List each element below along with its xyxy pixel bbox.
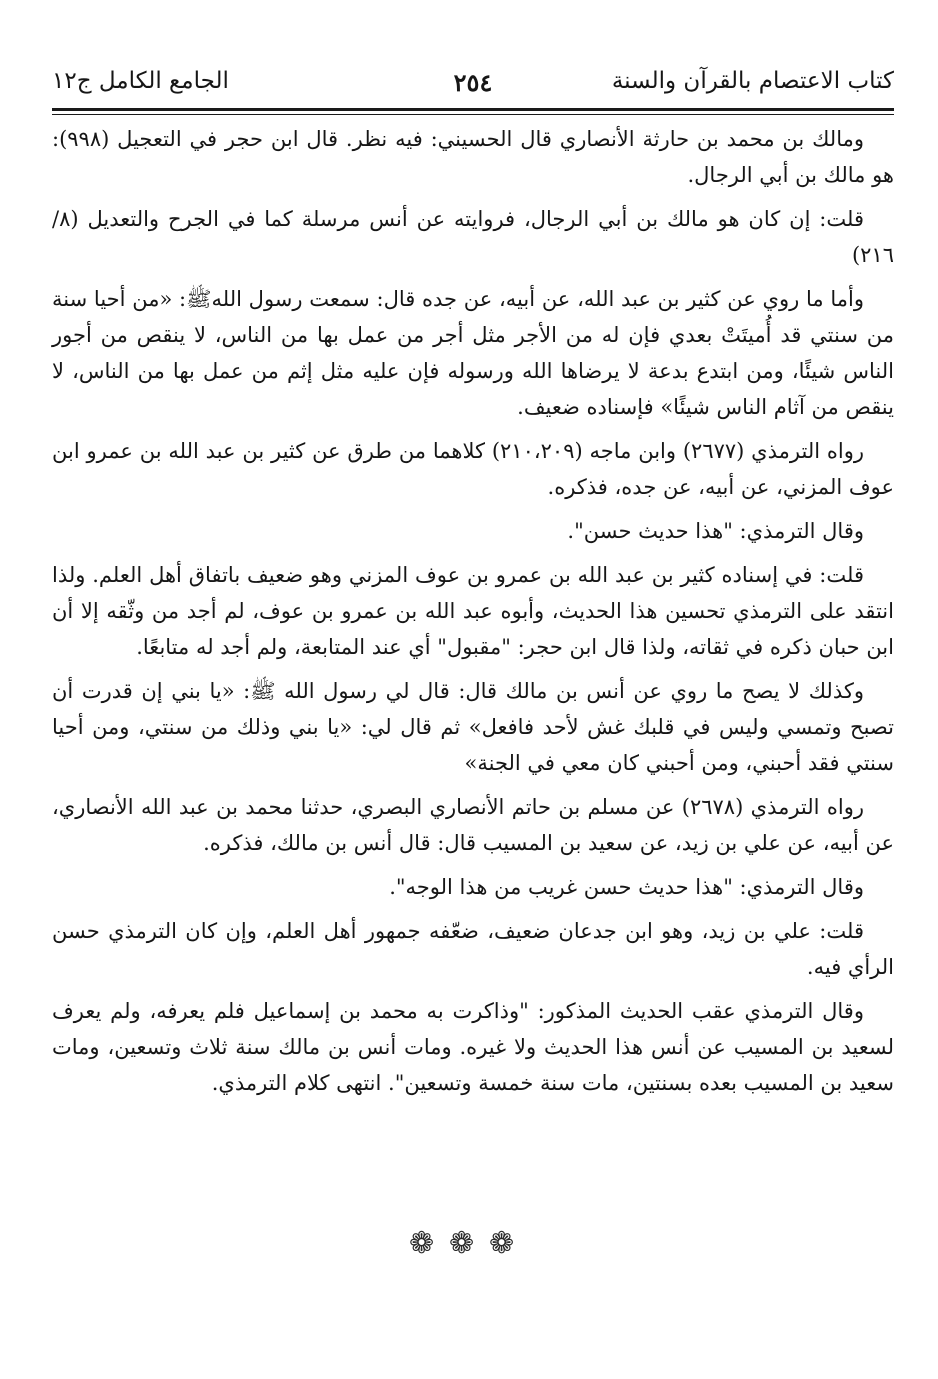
paragraph: وأما ما روي عن كثير بن عبد الله، عن أبيه، عن جده قال: سمعت رسول اللهﷺ: «من أحيا سنة من سنتي قد أُميتَتْ بعدي فإن له من الأجر مثل أجر من عمل بها من الناس، لا ينقص من أجور الناس شيئًا، ومن ابتدع بدعة لا يرضاها الله ورسوله فإن عليه مثل إثم من عمل بها من الناس، لا ينقص من آثام الناس شيئًا» فإسناده ضعيف. (52, 287, 894, 419)
volume-title: الجامع الكامل ج١٢ (52, 68, 229, 94)
paragraph: وقال الترمذي عقب الحديث المذكور: "وذاكرت به محمد بن إسماعيل فلم يعرفه، ولم يعرف لسعيد بن المسيب عن أنس هذا الحديث ولا غيره. ومات أنس بن مالك سنة ثلاث وتسعين، ومات سعيد بن المسيب بعده بسنتين، مات سنة خمسة وتسعين". انتهى كلام الترمذي. (52, 999, 894, 1095)
ornament-flower-icon: ❁ (409, 1226, 463, 1261)
paragraph: ومالك بن محمد بن حارثة الأنصاري قال الحسيني: فيه نظر. قال ابن حجر في التعجيل (٩٩٨): هو مالك بن أبي الرجال. (52, 127, 894, 187)
header-rule-thick (52, 108, 894, 111)
ornament-flower-icon: ❁ (449, 1226, 503, 1261)
document-page (52, 62, 894, 1109)
paragraph: قلت: علي بن زيد، وهو ابن جدعان ضعيف، ضعّفه جمهور أهل العلم، وإن كان الترمذي حسن الرأي فيه. (52, 919, 894, 979)
book-title: كتاب الاعتصام بالقرآن والسنة (611, 68, 894, 94)
page-header (52, 62, 894, 106)
ornament-flower-icon: ❁ (489, 1226, 543, 1261)
paragraph: وقال الترمذي: "هذا حديث حسن غريب من هذا الوجه". (389, 875, 864, 899)
end-ornaments (0, 1226, 938, 1261)
paragraph: وكذلك لا يصح ما روي عن أنس بن مالك قال: قال لي رسول الله ﷺ: «يا بني إن قدرت أن تصبح وتمسي وليس في قلبك غش لأحد فافعل» ثم قال لي: «يا بني وذلك من سنتي، ومن أحيا سنتي فقد أحبني، ومن أحبني كان معي في الجنة» (52, 679, 894, 775)
header-rule-thin (52, 114, 894, 115)
page-number: ٢٥٤ (453, 68, 493, 97)
paragraph: رواه الترمذي (٢٦٧٧) وابن ماجه (٢١٠،٢٠٩) كلاهما من طرق عن كثير بن عبد الله بن عمرو ابن عوف المزني، عن أبيه، عن جده، فذكره. (52, 439, 894, 499)
page-body (52, 121, 894, 1101)
paragraph: وقال الترمذي: "هذا حديث حسن". (567, 519, 864, 543)
paragraph: قلت: في إسناده كثير بن عبد الله بن عمرو بن عوف المزني وهو ضعيف باتفاق أهل العلم. ولذا انتقد على الترمذي تحسين هذا الحديث، وأبوه عبد الله بن عمرو بن عوف، لم أجد من وثّقه إلا أن ابن حبان ذكره في ثقاته، ولذا قال ابن حجر: "مقبول" أي عند المتابعة، ولم أجد له متابعًا. (52, 563, 894, 659)
paragraph: رواه الترمذي (٢٦٧٨) عن مسلم بن حاتم الأنصاري البصري، حدثنا محمد بن عبد الله الأنصاري، عن أبيه، عن علي بن زيد، عن سعيد بن المسيب قال: قال أنس بن مالك، فذكره. (52, 795, 894, 855)
paragraph: قلت: إن كان هو مالك بن أبي الرجال، فروايته عن أنس مرسلة كما في الجرح والتعديل (٨/ ٢١٦) (52, 207, 894, 267)
